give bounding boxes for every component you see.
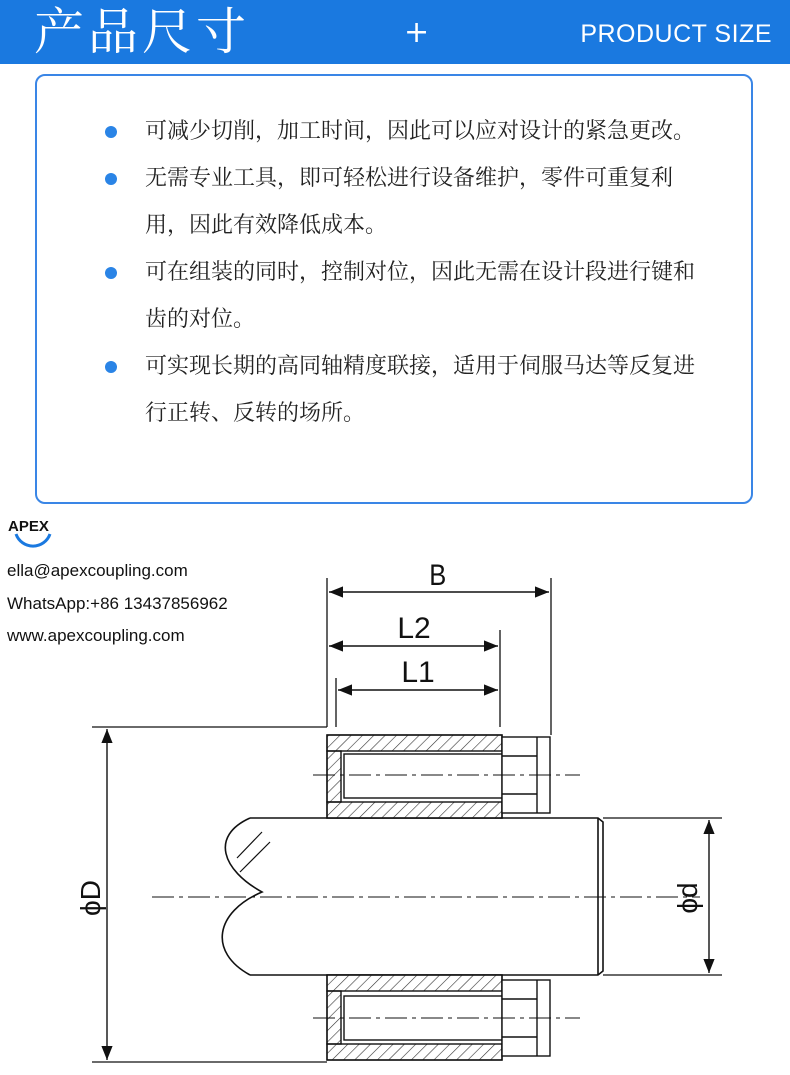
feature-list <box>105 108 705 437</box>
label-L1: L1 <box>401 656 435 689</box>
section-title-cn: 产品尺寸 <box>34 3 250 61</box>
feature-item <box>105 343 705 437</box>
feature-text: 无需专业工具，即可轻松进行设备维护，零件可重复利用，因此有效降低成本。 <box>145 166 674 238</box>
contact-website[interactable]: www.apexcoupling.com <box>7 626 185 645</box>
upper-locking-assembly <box>327 735 550 818</box>
header-banner <box>0 0 790 64</box>
bullet-icon <box>105 361 117 373</box>
features-card <box>35 74 753 504</box>
section-title-en: PRODUCT SIZE <box>580 20 772 48</box>
plus-icon: + <box>404 15 430 50</box>
label-L2: L2 <box>397 612 431 645</box>
bullet-icon <box>105 267 117 279</box>
bullet-icon <box>105 126 117 138</box>
label-d: ϕd <box>672 882 703 914</box>
contact-whatsapp[interactable]: WhatsApp:+86 13437856962 <box>7 594 228 613</box>
bullet-icon <box>105 173 117 185</box>
dimension-drawing <box>0 540 790 1075</box>
label-D: ϕD <box>75 880 106 916</box>
logo-text: APEX <box>8 518 49 535</box>
feature-item <box>105 155 705 249</box>
label-B: B <box>429 558 447 592</box>
feature-item <box>105 108 705 155</box>
feature-item <box>105 249 705 343</box>
feature-text: 可减少切削，加工时间，因此可以应对设计的紧急更改。 <box>145 119 696 144</box>
feature-text: 可实现长期的高同轴精度联接，适用于伺服马达等反复进行正转、反转的场所。 <box>145 354 696 426</box>
feature-text: 可在组装的同时，控制对位，因此无需在设计段进行键和齿的对位。 <box>145 260 696 332</box>
contact-email[interactable]: ella@apexcoupling.com <box>7 561 188 580</box>
